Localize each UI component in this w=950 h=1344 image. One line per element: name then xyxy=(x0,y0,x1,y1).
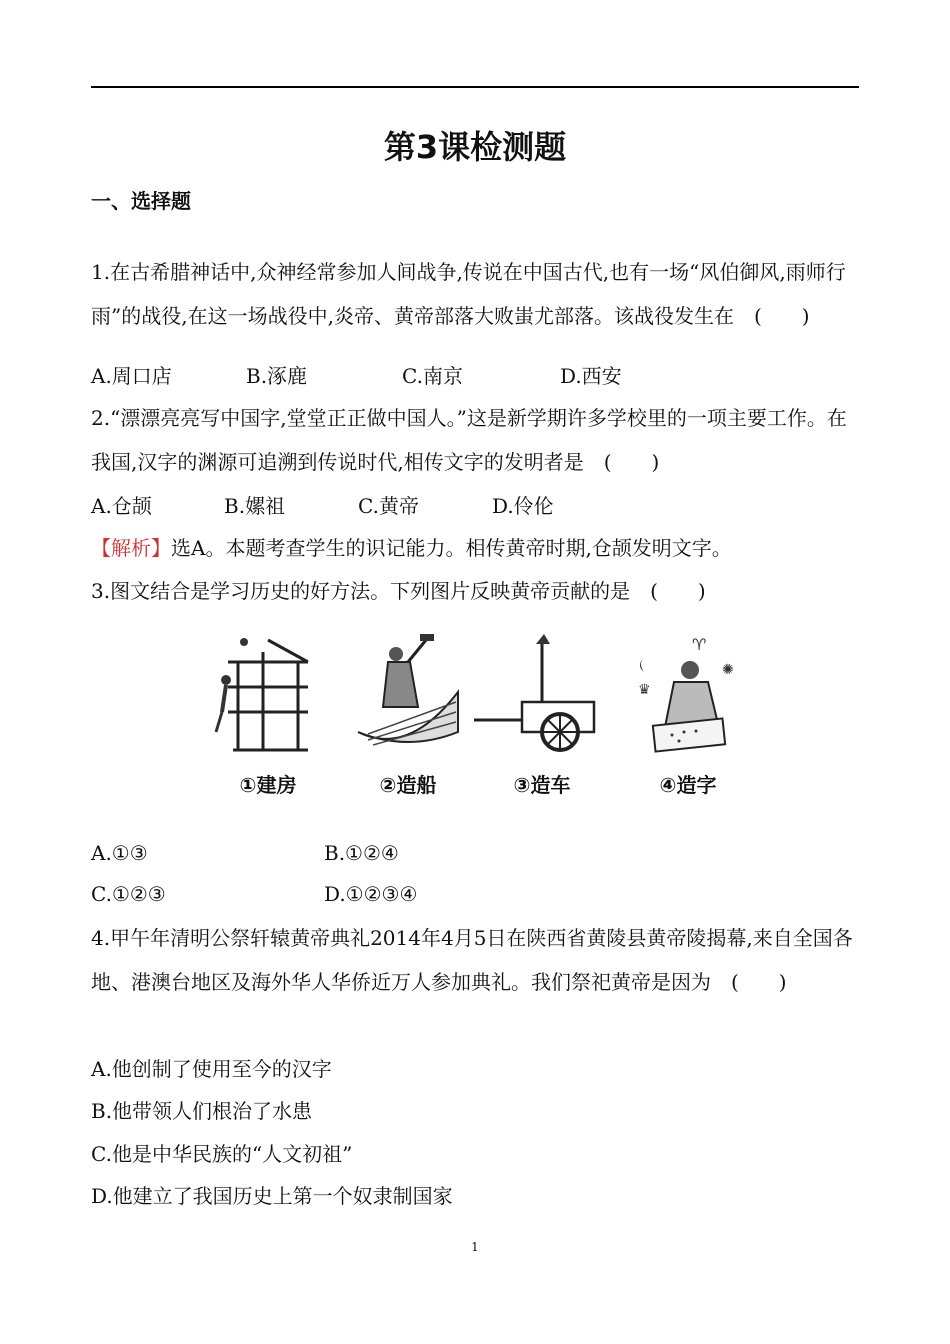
cart-image xyxy=(472,632,602,757)
q4-option-d: D.他建立了我国历史上第一个奴隶制国家 xyxy=(91,1184,453,1208)
q1-option-d: D.西安 xyxy=(560,364,622,388)
page-title: 第3课检测题 xyxy=(383,128,567,166)
caption-3: ③造车 xyxy=(513,773,571,797)
question-2-stem: 2.“漂漂亮亮写中国字,堂堂正正做中国人。”这是新学期许多学校里的一项主要工作。在我国,汉字的渊源可追溯到传说时代,相传文字的发明者是 ( ) xyxy=(91,406,847,474)
shipbuilding-image xyxy=(348,632,468,757)
q2-analysis xyxy=(91,533,732,563)
question-1-stem: 1.在古希腊神话中,众神经常参加人间战争,传说在中国古代,也有一场“风伯御风,雨师行雨”的战役,在这一场战役中,炎帝、黄帝部落大败蚩尤部落。该战役发生在 ( ) xyxy=(91,260,846,328)
caption-2: ②造船 xyxy=(379,773,437,797)
q2-option-b: B.嫘祖 xyxy=(224,494,286,518)
q4-option-c: C.他是中华民族的“人文初祖” xyxy=(91,1142,353,1166)
caption-1: ①建房 xyxy=(239,773,297,797)
svg-text:♈: ♈ xyxy=(692,635,707,654)
q3-option-c: C.①②③ xyxy=(91,882,166,906)
analysis-text: 选A。本题考查学生的识记能力。相传黄帝时期,仓颉发明文字。 xyxy=(171,536,732,560)
question-4-stem: 4.甲午年清明公祭轩辕黄帝典礼2014年4月5日在陕西省黄陵县黄帝陵揭幕,来自全国各地、港澳台地区及海外华人华侨近万人参加典礼。我们祭祀黄帝是因为 ( ) xyxy=(91,926,853,994)
q1-option-c: C.南京 xyxy=(402,364,463,388)
page-number: 1 xyxy=(471,1240,479,1254)
q4-option-a: A.他创制了使用至今的汉字 xyxy=(91,1057,332,1081)
analysis-tag: 【解析】 xyxy=(91,536,171,560)
q3-option-b: B.①②④ xyxy=(324,841,399,865)
q1-option-b: B.涿鹿 xyxy=(246,364,308,388)
caption-4: ④造字 xyxy=(659,773,717,797)
q1-option-a: A.周口店 xyxy=(91,364,172,388)
q4-option-b: B.他带领人们根治了水患 xyxy=(91,1099,313,1123)
q3-option-a: A.①③ xyxy=(91,841,148,865)
section-heading: 一、选择题 xyxy=(91,189,191,213)
q2-option-d: D.伶伦 xyxy=(492,494,554,518)
svg-text:✺: ✺ xyxy=(722,662,734,678)
q3-figure xyxy=(200,632,760,802)
q2-option-a: A.仓颉 xyxy=(91,494,152,518)
writing-image xyxy=(624,632,754,757)
svg-text:♛: ♛ xyxy=(638,682,651,698)
q3-option-d: D.①②③④ xyxy=(324,882,418,906)
question-3-stem: 3.图文结合是学习历史的好方法。下列图片反映黄帝贡献的是 ( ) xyxy=(91,579,706,603)
q2-option-c: C.黄帝 xyxy=(358,494,419,518)
header-rule xyxy=(91,86,859,88)
building-house-image xyxy=(208,632,318,757)
